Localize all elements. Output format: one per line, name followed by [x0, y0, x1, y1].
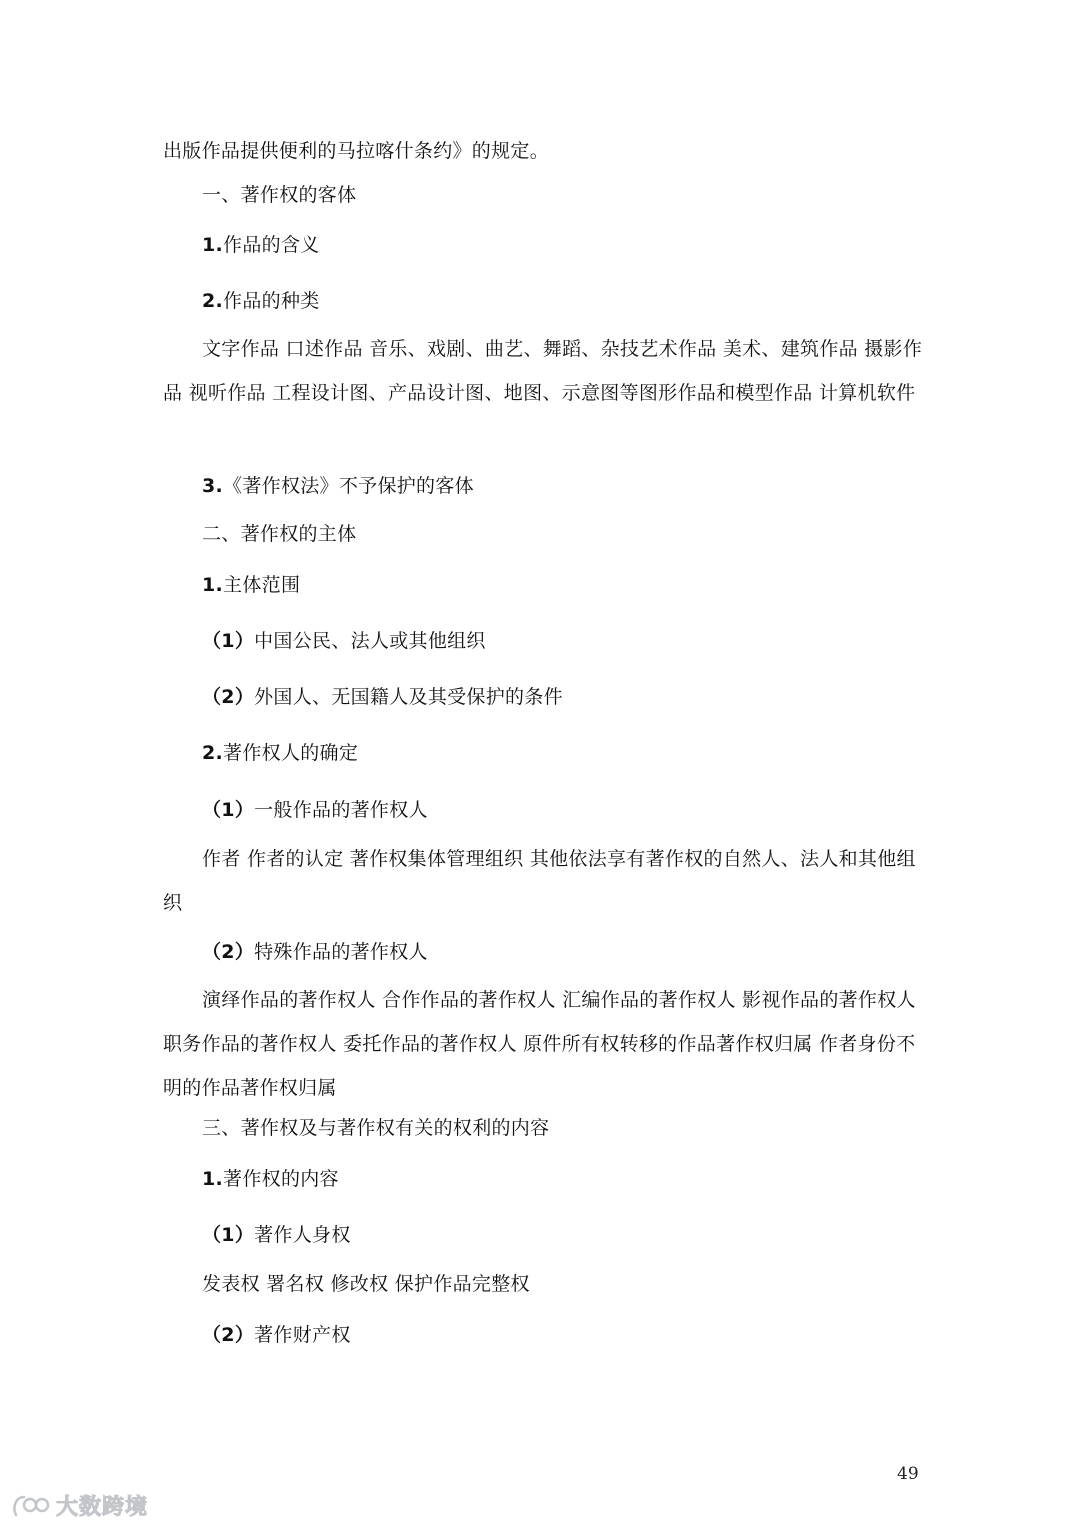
item-text: 作品的含义 — [223, 234, 320, 256]
list-item — [202, 1322, 351, 1348]
subheading — [202, 572, 300, 598]
watermark-logo-icon — [10, 1493, 50, 1519]
item-number: （1） — [202, 1224, 255, 1246]
item-text: 著作权人的确定 — [223, 742, 359, 764]
item-text: 著作权的内容 — [223, 1168, 339, 1190]
text-line: 出版作品提供便利的马拉喀什条约》的规定。 — [163, 140, 550, 162]
item-number: 2. — [202, 742, 224, 764]
item-text: 外国人、无国籍人及其受保护的条件 — [254, 686, 563, 708]
item-number: （2） — [202, 686, 255, 708]
list-item — [202, 684, 563, 710]
subheading — [202, 288, 320, 314]
subheading — [202, 740, 358, 766]
list-item — [202, 1222, 351, 1248]
item-text: 著作人身权 — [254, 1224, 351, 1246]
item-number: 3. — [202, 475, 224, 497]
item-number: 1. — [202, 574, 224, 596]
text-line: 发表权 署名权 修改权 保护作品完整权 — [202, 1273, 530, 1295]
item-text: 中国公民、法人或其他组织 — [254, 630, 486, 652]
item-text: 主体范围 — [223, 574, 301, 596]
item-text: 著作财产权 — [254, 1324, 351, 1346]
list-item — [202, 939, 428, 965]
item-text: 一般作品的著作权人 — [254, 799, 428, 821]
item-number: （1） — [202, 630, 255, 652]
item-number: 2. — [202, 290, 224, 312]
item-number: （2） — [202, 941, 255, 963]
list-item — [202, 628, 486, 654]
item-text: 特殊作品的著作权人 — [254, 941, 428, 963]
paragraph: 文字作品 口述作品 音乐、戏剧、曲艺、舞蹈、杂技艺术作品 美术、建筑作品 摄影作品 视听作品 工程设计图、产品设计图、地图、示意图等图形作品和模型作品 计算机软件 — [163, 338, 923, 404]
section-heading: 二、著作权的主体 — [202, 523, 357, 545]
item-number: （1） — [202, 799, 255, 821]
item-number: 1. — [202, 1168, 224, 1190]
paragraph: 作者 作者的认定 著作权集体管理组织 其他依法享有著作权的自然人、法人和其他组织 — [163, 848, 916, 914]
section-heading: 三、著作权及与著作权有关的权利的内容 — [202, 1117, 550, 1139]
list-item — [202, 797, 428, 823]
item-number: 1. — [202, 234, 224, 256]
subheading — [202, 1166, 339, 1192]
watermark-text: 大数跨境 — [56, 1495, 149, 1520]
item-text: 作品的种类 — [223, 290, 320, 312]
section-heading: 一、著作权的客体 — [202, 184, 357, 206]
page-number: 49 — [897, 1464, 919, 1484]
subheading — [202, 473, 474, 499]
item-number: （2） — [202, 1324, 255, 1346]
watermark — [10, 1490, 148, 1521]
subheading — [202, 232, 320, 258]
paragraph: 演绎作品的著作权人 合作作品的著作权人 汇编作品的著作权人 影视作品的著作权人 职务作品的著作权人 委托作品的著作权人 原件所有权转移的作品著作权归属 作者身份不明的作品著作权归属 — [163, 989, 916, 1099]
item-text: 《著作权法》不予保护的客体 — [223, 475, 474, 497]
